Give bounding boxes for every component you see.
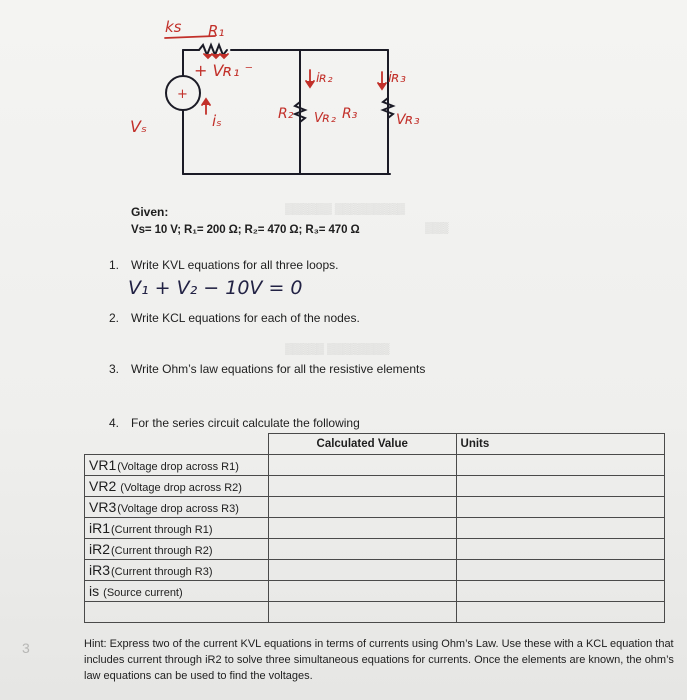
table-header-row [85, 434, 665, 455]
circuit-sketch [120, 10, 450, 195]
question-number: 2. [109, 311, 120, 325]
row-symbol: VR3 [89, 499, 117, 515]
table-row [85, 518, 665, 539]
calculated-value-cell[interactable] [268, 560, 456, 581]
question-text: Write KVL equations for all three loops. [131, 258, 339, 272]
given-heading: Given: [131, 205, 169, 219]
row-symbol: iR1 [89, 520, 111, 536]
handwritten-answer [128, 270, 328, 306]
row-description: (Voltage drop across R1) [117, 461, 239, 473]
row-symbol: iR3 [89, 562, 111, 578]
hand-label-ir3: iʀ₃ [388, 70, 406, 86]
question-text: For the series circuit calculate the following [131, 416, 360, 430]
question-text: Write Ohm’s law equations for all the resistive elements [131, 362, 426, 376]
table-row [85, 497, 665, 518]
calculated-value-cell[interactable] [268, 602, 456, 623]
table-row [85, 539, 665, 560]
units-cell[interactable] [456, 455, 664, 476]
calculated-value-cell[interactable] [268, 581, 456, 602]
hand-label-vr3: Vʀ₃ [396, 112, 420, 128]
question-number: 1. [109, 258, 120, 272]
row-description: (Voltage drop across R2) [117, 482, 242, 494]
hand-label-ks: ks [165, 18, 182, 36]
hand-label-vr1: + Vʀ₁ ⁻ [194, 61, 254, 80]
bleed-through-text: ▒▒▒▒▒ ▒▒▒▒▒▒▒▒ [285, 343, 390, 355]
hand-label-vs: Vₛ [130, 117, 147, 136]
units-cell[interactable] [456, 539, 664, 560]
hand-label-source-polarity: + [177, 87, 188, 102]
row-description: (Current through R2) [111, 545, 213, 557]
pencil-mark: 3 [22, 640, 30, 656]
row-description: (Current through R1) [111, 524, 213, 536]
hand-label-r1: R₁ [208, 22, 225, 40]
table-row [85, 581, 665, 602]
question-text: Write KCL equations for each of the nodes. [131, 311, 360, 325]
hand-label-vr2: Vʀ₂ [314, 111, 336, 126]
hand-label-is: iₛ [212, 112, 222, 130]
calculated-value-cell[interactable] [268, 518, 456, 539]
units-cell[interactable] [456, 602, 664, 623]
row-description: (Current through R3) [111, 566, 213, 578]
hand-label-r3: R₃ [342, 106, 358, 122]
given-values: Vs= 10 V; R₁= 200 Ω; R₂= 470 Ω; R₃= 470 Ω [131, 224, 360, 236]
units-cell[interactable] [456, 497, 664, 518]
table-header-units: Units [456, 434, 664, 455]
calculation-table [84, 433, 665, 623]
table-row [85, 476, 665, 497]
bleed-through-text: ▒▒▒ [425, 222, 449, 234]
row-symbol: VR1 [89, 457, 117, 473]
calculated-value-cell[interactable] [268, 476, 456, 497]
row-description: (Voltage drop across R3) [117, 503, 239, 515]
units-cell[interactable] [456, 518, 664, 539]
question-number: 4. [109, 416, 120, 430]
row-symbol: iR2 [89, 541, 111, 557]
question-number: 3. [109, 362, 120, 376]
table-header-calculated: Calculated Value [268, 434, 456, 455]
table-row [85, 560, 665, 581]
units-cell[interactable] [456, 581, 664, 602]
row-description: (Source current) [100, 587, 183, 599]
bleed-through-text: ▒▒▒▒▒▒ ▒▒▒▒▒▒▒▒▒ [285, 203, 405, 215]
units-cell[interactable] [456, 476, 664, 497]
hand-label-r2: R₂ [278, 106, 294, 122]
calculated-value-cell[interactable] [268, 497, 456, 518]
table-row [85, 455, 665, 476]
table-row [85, 602, 665, 623]
row-symbol: VR2 [89, 478, 117, 494]
row-symbol: is [89, 583, 100, 599]
table-header-blank [85, 434, 269, 455]
hand-label-ir2: iʀ₂ [316, 71, 333, 86]
calculated-value-cell[interactable] [268, 455, 456, 476]
handwritten-equation: V₁ + V₂ − 10V = 0 [128, 277, 303, 299]
hint-text: Hint: Express two of the current KVL equations in terms of currents using Ohm’s Law. Use these with a KCL equation that includes current through iR2 to solve three simultaneous equations for currents. Once the elements are known, the ohm’s law equations can be used to find the voltages. [84, 638, 674, 682]
calculated-value-cell[interactable] [268, 539, 456, 560]
units-cell[interactable] [456, 560, 664, 581]
